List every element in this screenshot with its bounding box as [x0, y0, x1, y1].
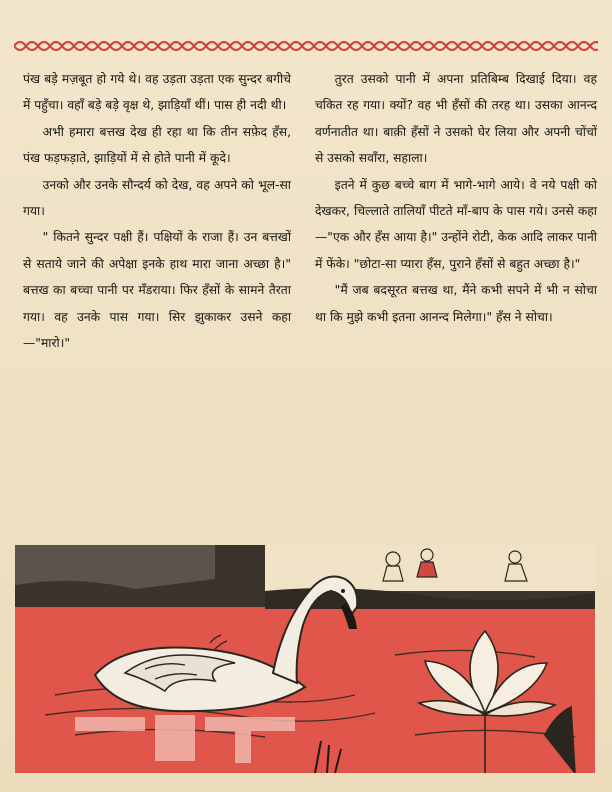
paragraph: इतने में कुछ बच्चे बाग में भागे-भागे आये। वे नये पक्षी को देखकर, चिल्लाते तालियाँ पीटते माँ-बाप के पास गये। उनसे कहा—"एक और हँस आया है।" उन्होंने रोटी, केक आदि लाकर पानी में फेंके। "छोटा-सा प्यारा हँस, पुराने हँसों से बहुत अच्छा है।": [315, 177, 597, 271]
left-column: [23, 66, 291, 356]
decorative-border: [14, 38, 598, 54]
swan-scene-image: [15, 545, 595, 773]
paragraph: "मैं जब बदसूरत बत्तख था, मैंने कभी सपने में भी न सोचा था कि मुझे कभी इतना आनन्द मिलेगा।" हँस ने सोचा।: [315, 283, 597, 324]
paragraph: पंख बड़े मज़बूत हो गये थे। वह उड़ता उड़ता एक सुन्दर बगीचे में पहुँचा। वहाँ बड़े बड़े वृक्ष थे, झाड़ियाँ थीं। पास ही नदी थी।: [23, 72, 291, 113]
paragraph: " कितने सुन्दर पक्षी हैं। पक्षियों के राजा हैं। उन बत्तखों से सताये जाने की अपेक्षा इनके हाथ मारा जाना अच्छा है।" बत्तख का बच्चा पानी पर मँडराया। फिर हँसों के सामने तैरता गया। वह उनके पास गया। सिर झुकाकर उसने कहा—"मारो।": [23, 230, 291, 351]
paragraph: उनको और उनके सौन्दर्य को देख, वह अपने को भूल-सा गया।: [23, 177, 291, 219]
paragraph: तुरत उसको पानी में अपना प्रतिबिम्ब दिखाई दिया। वह चकित रह गया। क्यों? वह भी हँसों की तरह था। उसका आनन्द वर्णनातीत था। बाक़ी हँसों ने उसको घेर लिया और अपनी चोंचों से उसको सवाँरा, सहाला।: [315, 72, 597, 166]
swan-illustration: [15, 545, 595, 773]
paragraph: अभी हमारा बत्तख देख ही रहा था कि तीन सफ़ेद हँस, पंख फड़फड़ाते, झाड़ियों में से होते पानी में कूदे।: [23, 124, 291, 166]
right-column: [315, 66, 597, 330]
